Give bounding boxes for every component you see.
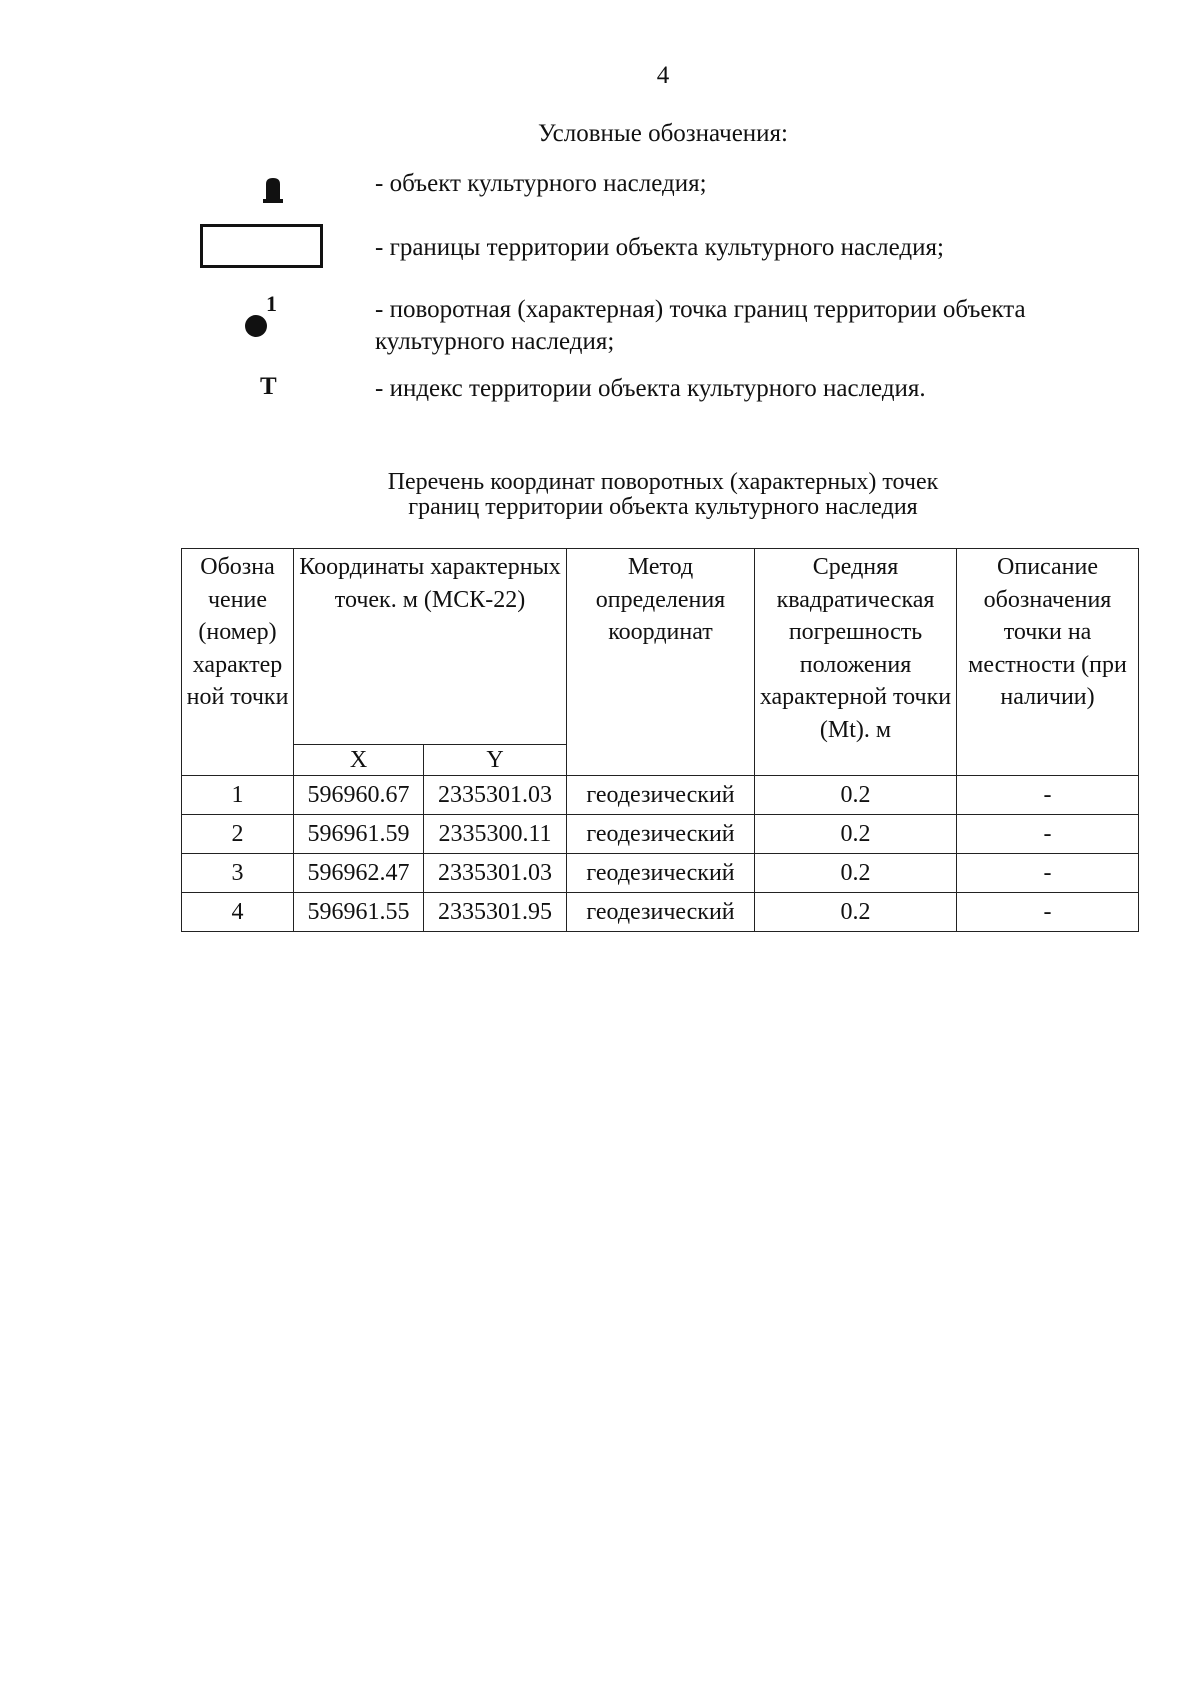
table-row — [182, 815, 1139, 854]
table-row — [182, 776, 1139, 815]
cell-error: 0.2 — [755, 776, 957, 815]
legend-title: Условные обозначения: — [537, 120, 789, 147]
cell-error: 0.2 — [755, 854, 957, 893]
point-icon-label: 1 — [266, 294, 277, 316]
legend-text: - границы территории объекта культурного наследия; — [375, 234, 944, 261]
point-icon — [244, 294, 284, 340]
cell-y: 2335300.11 — [424, 815, 567, 854]
cell-y: 2335301.03 — [424, 776, 567, 815]
cell-method: геодезический — [567, 776, 755, 815]
cell-x: 596962.47 — [294, 854, 424, 893]
header-error: Средняя квадратическая погрешность положения характерной точки (Mt). м — [755, 549, 957, 776]
cell-point: 3 — [182, 854, 294, 893]
cell-y: 2335301.03 — [424, 854, 567, 893]
table-row — [182, 854, 1139, 893]
table-title — [0, 470, 1200, 520]
cell-method: геодезический — [567, 815, 755, 854]
header-method: Метод определения координат — [567, 549, 755, 776]
header-designation: Обозна чение (номер) характер ной точки — [182, 549, 294, 776]
legend-text: - объект культурного наследия; — [375, 170, 707, 197]
cell-y: 2335301.95 — [424, 893, 567, 932]
cell-x: 596961.59 — [294, 815, 424, 854]
header-coordinates: Координаты характерных точек. м (МСК-22) — [294, 549, 567, 745]
index-letter: Т — [260, 373, 277, 400]
table-title-line1: Перечень координат поворотных (характерных) точек — [387, 469, 939, 495]
header-x: X — [294, 745, 424, 776]
cell-error: 0.2 — [755, 815, 957, 854]
rectangle-boundary-icon — [200, 224, 323, 268]
cell-method: геодезический — [567, 893, 755, 932]
cell-description: - — [957, 854, 1139, 893]
table-title-line2: границ территории объекта культурного наследия — [408, 494, 918, 520]
cell-point: 4 — [182, 893, 294, 932]
cell-point: 2 — [182, 815, 294, 854]
legend-text: - поворотная (характерная) точка границ территории объекта культурного наследия; — [375, 296, 1026, 355]
cell-x: 596961.55 — [294, 893, 424, 932]
header-description: Описание обозначения точки на местности (при наличии) — [957, 549, 1139, 776]
cell-error: 0.2 — [755, 893, 957, 932]
coordinates-table — [181, 548, 1139, 932]
header-y: Y — [424, 745, 567, 776]
legend-text: - индекс территории объекта культурного наследия. — [375, 375, 926, 402]
table-row — [182, 893, 1139, 932]
cell-method: геодезический — [567, 854, 755, 893]
cell-description: - — [957, 815, 1139, 854]
cell-description: - — [957, 776, 1139, 815]
page-number: 4 — [656, 62, 670, 89]
cell-description: - — [957, 893, 1139, 932]
monument-icon — [262, 176, 284, 204]
cell-x: 596960.67 — [294, 776, 424, 815]
cell-point: 1 — [182, 776, 294, 815]
